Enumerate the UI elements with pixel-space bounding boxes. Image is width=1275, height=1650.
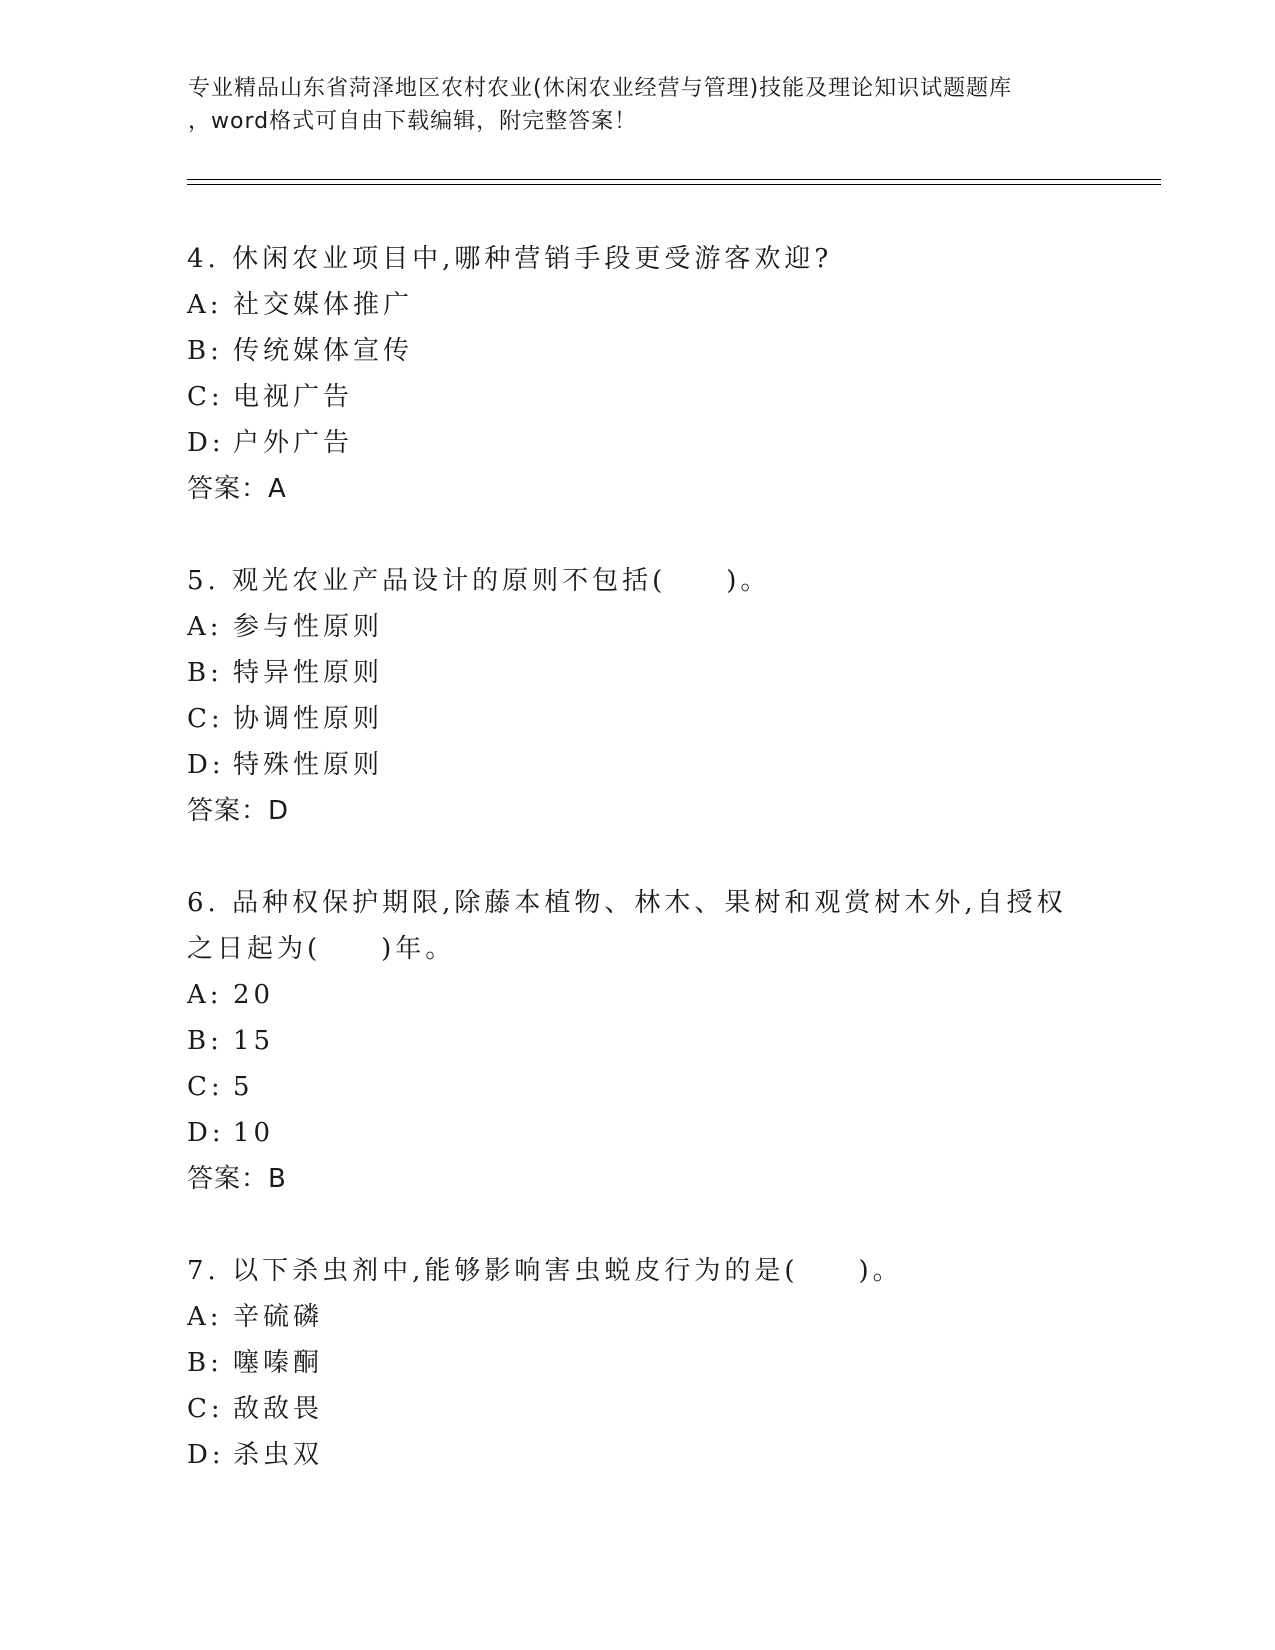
option-text: 10 (233, 1118, 275, 1148)
option-key: D: (187, 1440, 225, 1470)
option-b (187, 1340, 1087, 1386)
option-text: 参与性原则 (233, 612, 384, 642)
header-title-line1: 专业精品山东省菏泽地区农村农业(休闲农业经营与管理)技能及理论知识试题题库 (188, 76, 1013, 101)
question-text: 5. 观光农业产品设计的原则不包括( )。 (187, 566, 771, 596)
option-a (187, 604, 1087, 650)
option-text: 20 (233, 980, 275, 1010)
option-c (187, 374, 1087, 420)
option-d (187, 420, 1087, 466)
option-text: 特异性原则 (233, 658, 384, 688)
option-text: 5 (233, 1072, 254, 1102)
option-text: 敌敌畏 (233, 1394, 324, 1424)
option-d (187, 1432, 1087, 1478)
option-key: C: (187, 1394, 224, 1424)
question-text: 6. 品种权保护期限,除藤本植物、林木、果树和观赏树木外,自授权之日起为( )年。 (187, 888, 1067, 964)
option-b (187, 1018, 1087, 1064)
header-divider-bottom (187, 184, 1161, 185)
option-text: 杀虫双 (233, 1440, 324, 1470)
question-7 (187, 1248, 1087, 1478)
option-text: 协调性原则 (233, 704, 384, 734)
option-key: D: (187, 1118, 225, 1148)
header-divider-top (187, 179, 1161, 180)
option-key: B: (187, 1026, 223, 1056)
option-c (187, 1386, 1087, 1432)
question-6 (187, 880, 1087, 1202)
option-key: B: (187, 336, 223, 366)
option-text: 特殊性原则 (233, 750, 384, 780)
option-d (187, 742, 1087, 788)
answer-label: 答案：B (187, 1164, 287, 1194)
option-text: 噻嗪酮 (233, 1348, 324, 1378)
option-d (187, 1110, 1087, 1156)
option-a (187, 972, 1087, 1018)
option-a (187, 282, 1087, 328)
option-b (187, 328, 1087, 374)
option-text: 传统媒体宣传 (233, 336, 414, 366)
question-5 (187, 558, 1087, 834)
option-a (187, 1294, 1087, 1340)
question-4 (187, 236, 1087, 512)
option-c (187, 696, 1087, 742)
option-key: A: (187, 290, 223, 320)
option-c (187, 1064, 1087, 1110)
header-title-line2: ，word格式可自由下载编辑，附完整答案！ (188, 109, 638, 134)
option-key: D: (187, 428, 225, 458)
option-text: 户外广告 (233, 428, 354, 458)
option-text: 15 (233, 1026, 275, 1056)
document-header (188, 72, 1088, 138)
option-key: A: (187, 612, 223, 642)
option-text: 辛硫磷 (233, 1302, 324, 1332)
option-key: D: (187, 750, 225, 780)
option-key: C: (187, 1072, 224, 1102)
option-key: A: (187, 1302, 223, 1332)
option-key: A: (187, 980, 223, 1010)
option-key: B: (187, 1348, 223, 1378)
option-text: 电视广告 (233, 382, 354, 412)
question-list (187, 236, 1087, 1524)
question-text: 4. 休闲农业项目中,哪种营销手段更受游客欢迎? (187, 244, 833, 274)
question-text: 7. 以下杀虫剂中,能够影响害虫蜕皮行为的是( )。 (187, 1256, 903, 1286)
option-key: C: (187, 382, 224, 412)
option-text: 社交媒体推广 (233, 290, 414, 320)
option-key: C: (187, 704, 224, 734)
option-b (187, 650, 1087, 696)
answer-label: 答案：D (187, 796, 290, 826)
option-key: B: (187, 658, 223, 688)
answer-label: 答案：A (187, 474, 287, 504)
